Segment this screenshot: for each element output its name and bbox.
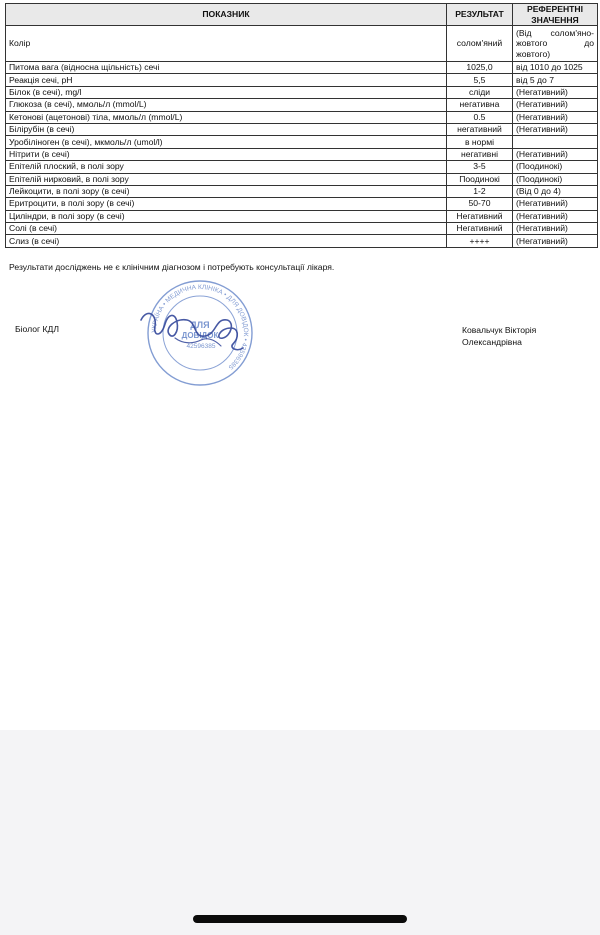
- row-param: Білірубін (в сечі): [6, 123, 447, 135]
- row-param: Білок (в сечі), mg/l: [6, 86, 447, 98]
- row-result: негативні: [447, 148, 513, 160]
- disclaimer-note: Результати досліджень не є клінічним діагнозом і потребують консультації лікаря.: [9, 262, 335, 272]
- table-row: [6, 148, 598, 160]
- header-param: ПОКАЗНИК: [6, 4, 447, 26]
- home-indicator-bar[interactable]: [193, 915, 407, 923]
- row-result: 1025,0: [447, 62, 513, 74]
- table-row: [6, 210, 598, 222]
- row-reference: (Негативний): [513, 86, 598, 98]
- row-param: Епітелій плоский, в полі зору: [6, 161, 447, 173]
- signer-name-line2: Олександрівна: [462, 337, 522, 347]
- svg-text:ДЛЯ: ДЛЯ: [190, 320, 210, 330]
- results-table: [5, 3, 598, 248]
- row-result: негативний: [447, 123, 513, 135]
- row-param: Нітрити (в сечі): [6, 148, 447, 160]
- table-row: [6, 185, 598, 197]
- row-reference: (Негативний): [513, 123, 598, 135]
- row-result: 50-70: [447, 198, 513, 210]
- table-row: [6, 123, 598, 135]
- row-result: Поодинокі: [447, 173, 513, 185]
- table-header-row: [6, 4, 598, 26]
- stamp-ring-text: УКРАЇНА • МЕДИЧНА КЛІНІКА • ДЛЯ ДОВІДОК • 42596385: [150, 283, 250, 371]
- clinic-stamp-image: [135, 278, 255, 388]
- row-reference: (Поодинокі): [513, 161, 598, 173]
- table-row: [6, 111, 598, 123]
- row-reference: (Негативний): [513, 210, 598, 222]
- header-reference: РЕФЕРЕНТНІ ЗНАЧЕННЯ: [513, 4, 598, 26]
- row-result: Негативний: [447, 210, 513, 222]
- row-reference: [513, 136, 598, 148]
- row-result: сліди: [447, 86, 513, 98]
- row-reference: від 1010 до 1025: [513, 62, 598, 74]
- stamp-code: 42596385: [186, 343, 216, 350]
- row-param: Питома вага (відносна щільність) сечі: [6, 62, 447, 74]
- table-row: [6, 99, 598, 111]
- table-row: [6, 86, 598, 98]
- table-row: [6, 223, 598, 235]
- row-param: Колір: [6, 26, 447, 62]
- row-reference: (Негативний): [513, 198, 598, 210]
- row-reference: (Негативний): [513, 111, 598, 123]
- row-reference: (Негативний): [513, 148, 598, 160]
- row-reference: (Поодинокі): [513, 173, 598, 185]
- row-reference: (Негативний): [513, 99, 598, 111]
- table-row: [6, 198, 598, 210]
- table-row: [6, 235, 598, 247]
- signer-name: [462, 324, 582, 348]
- row-reference: (Негативний): [513, 223, 598, 235]
- row-param: Глюкоза (в сечі), ммоль/л (mmol/L): [6, 99, 447, 111]
- table-row: [6, 173, 598, 185]
- row-param: Циліндри, в полі зору (в сечі): [6, 210, 447, 222]
- row-result: Негативний: [447, 223, 513, 235]
- viewer-background: [0, 730, 600, 935]
- signer-name-line1: Ковальчук Вікторія: [462, 325, 537, 335]
- row-param: Реакція сечі, pH: [6, 74, 447, 86]
- table-row: [6, 62, 598, 74]
- table-row: [6, 74, 598, 86]
- row-param: Еритроцити, в полі зору (в сечі): [6, 198, 447, 210]
- table-row: [6, 136, 598, 148]
- row-result: 3-5: [447, 161, 513, 173]
- row-result: 5,5: [447, 74, 513, 86]
- row-param: Слиз (в сечі): [6, 235, 447, 247]
- row-param: Епітелій нирковий, в полі зору: [6, 173, 447, 185]
- row-result: в нормі: [447, 136, 513, 148]
- row-reference: (Від солом'яно-жовтого до жовтого): [513, 26, 598, 62]
- row-reference: (Негативний): [513, 235, 598, 247]
- table-row: [6, 161, 598, 173]
- row-param: Солі (в сечі): [6, 223, 447, 235]
- row-param: Уробіліноген (в сечі), мкмоль/л (umol/l): [6, 136, 447, 148]
- row-result: 0.5: [447, 111, 513, 123]
- signer-role: Біолог КДЛ: [15, 324, 60, 334]
- row-reference: від 5 до 7: [513, 74, 598, 86]
- row-reference: (Від 0 до 4): [513, 185, 598, 197]
- row-param: Лейкоцити, в полі зору (в сечі): [6, 185, 447, 197]
- row-result: 1-2: [447, 185, 513, 197]
- header-result: РЕЗУЛЬТАТ: [447, 4, 513, 26]
- row-result: негативна: [447, 99, 513, 111]
- table-row: [6, 26, 598, 62]
- svg-text:ДОВІДОК: ДОВІДОК: [181, 331, 219, 340]
- row-param: Кетонові (ацетонові) тіла, ммоль/л (mmol/L): [6, 111, 447, 123]
- row-result: ++++: [447, 235, 513, 247]
- row-result: солом'яний: [447, 26, 513, 62]
